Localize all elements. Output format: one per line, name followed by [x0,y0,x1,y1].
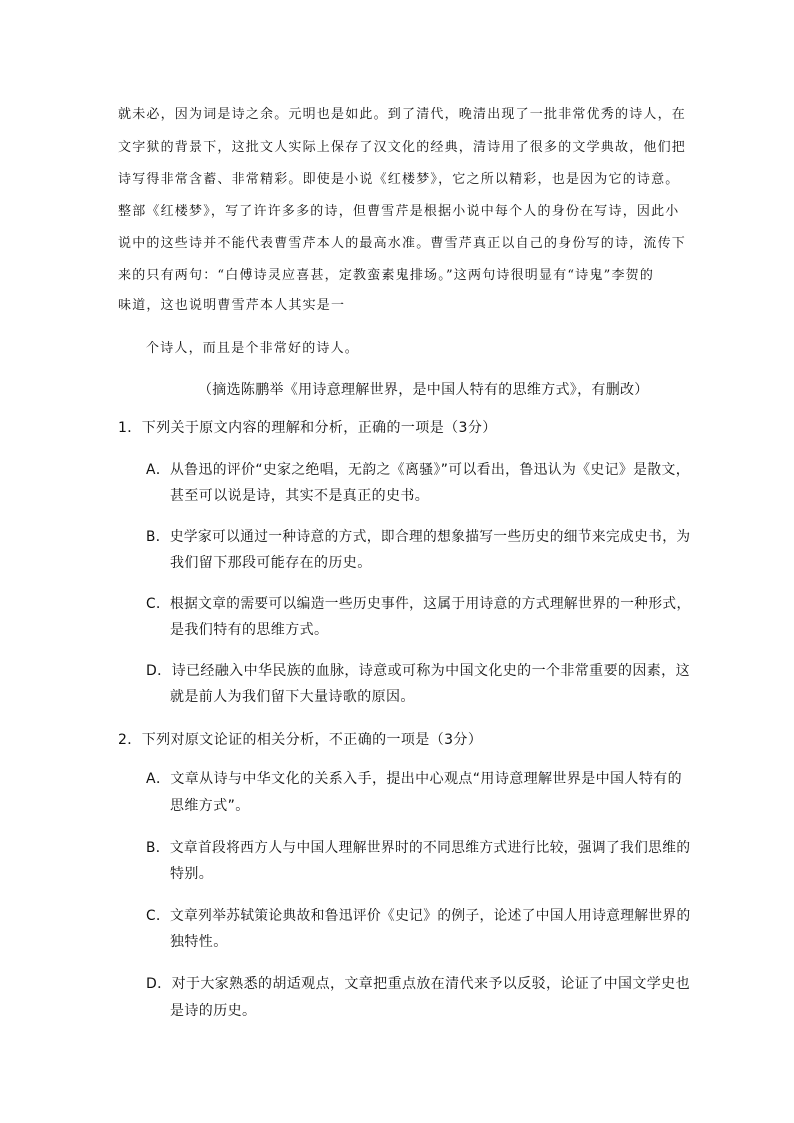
option-d-line2: 是诗的历史。 [170,1003,257,1019]
option-b-line2: 我们留下那段可能存在的历史。 [170,555,372,571]
passage-line: 来的只有两句：“白傅诗灵应喜甚，定教蛮素鬼排场。”这两句诗很明显有“诗鬼”李贺的 [118,268,655,283]
option-c-line1: C．文章列举苏轼策论典故和鲁迅评价《史记》的例子，论述了中国人用诗意理解世界的 [146,908,691,924]
passage-line: 文字狱的背景下，这批文人实际上保存了汉文化的经典，清诗用了很多的文学典故，他们把 [118,140,687,155]
option-d-line1: D．诗已经融入中华民族的血脉，诗意或可称为中国文化史的一个非常重要的因素，这 [146,663,690,679]
option-a-line1: A．文章从诗与中华文化的关系入手，提出中心观点“用诗意理解世界是中国人特有的 [146,771,683,787]
source-citation: （摘选陈鹏举《用诗意理解世界，是中国人特有的思维方式》，有删改） [198,382,649,398]
passage-line: 整部《红楼梦》，写了许许多多的诗，但曹雪芹是根据小说中每个人的身份在写诗，因此小 [118,204,680,219]
option-b-line1: B．文章首段将西方人与中国人理解世界时的不同思维方式进行比较，强调了我们思维的 [146,840,691,856]
option-d-line1: D．对于大家熟悉的胡适观点，文章把重点放在清代来予以反驳，论证了中国文学史也 [146,976,690,992]
option-a-line2: 甚至可以说是诗，其实不是真正的史书。 [170,488,430,504]
passage-line: 诗写得非常含蓄、非常精彩。即使是小说《红楼梦》，它之所以精彩，也是因为它的诗意。 [118,172,680,187]
option-a-line2: 思维方式”。 [170,798,250,814]
option-d-line2: 就是前人为我们留下大量诗歌的原因。 [170,689,415,705]
option-b-line2: 特别。 [170,866,214,882]
option-b-line1: B．史学家可以通过一种诗意的方式，即合理的想象描写一些历史的细节来完成史书，为 [146,529,691,545]
passage-line: 就未必，因为词是诗之余。元明也是如此。到了清代，晚清出现了一批非常优秀的诗人，在 [118,107,687,122]
passage-continuation: 个诗人，而且是个非常好的诗人。 [146,341,360,356]
question-stem: 2．下列对原文论证的相关分析，不正确的一项是（3分） [118,732,483,748]
option-c-line1: C．根据文章的需要可以编造一些历史事件，这属于用诗意的方式理解世界的一种形式， [146,596,691,612]
option-c-line2: 独特性。 [170,934,228,950]
question-stem: 1．下列关于原文内容的理解和分析，正确的一项是（3分） [118,420,497,436]
passage-line: 说中的这些诗并不能代表曹雪芹本人的最高水准。曹雪芹真正以自己的身份写的诗，流传下 [118,236,687,251]
option-c-line2: 是我们特有的思维方式。 [170,622,329,638]
option-a-line1: A．从鲁迅的评价“史家之绝唱，无韵之《离骚》”可以看出，鲁迅认为《史记》是散文， [146,462,690,478]
passage-line: 味道，这也说明曹雪芹本人其实是一 [118,298,346,313]
